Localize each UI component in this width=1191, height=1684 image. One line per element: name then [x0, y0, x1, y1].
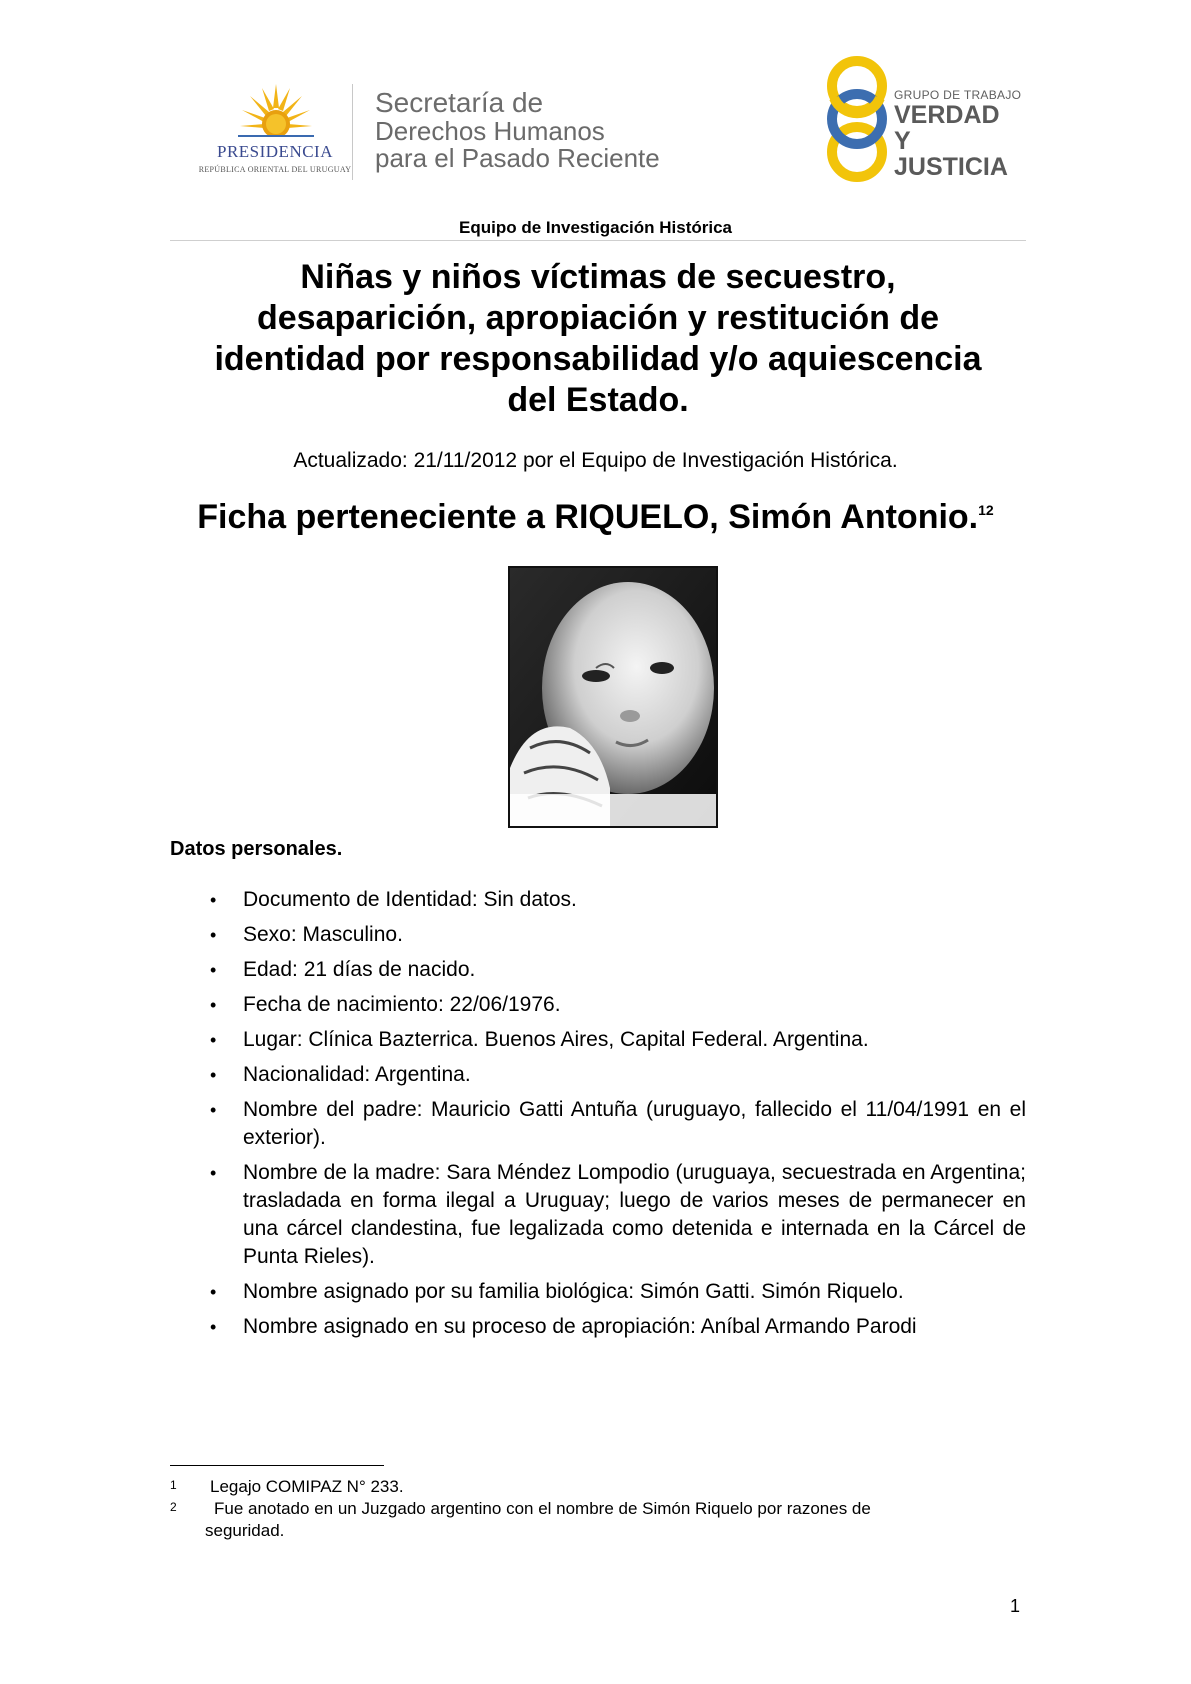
- list-item-text: Lugar: Clínica Bazterrica. Buenos Aires, Capital Federal. Argentina.: [243, 1028, 869, 1051]
- list-item: [170, 1159, 1026, 1271]
- list-item: [170, 956, 1026, 984]
- sun-emblem-icon: [238, 82, 314, 142]
- list-item: [170, 1096, 1026, 1152]
- list-item-text: Fecha de nacimiento: 22/06/1976.: [243, 993, 561, 1016]
- footnote-2: [170, 1498, 1026, 1542]
- list-item-text: Nombre de la madre: Sara Méndez Lompodio (uruguaya, secuestrada en Argentina; trasladada en forma ilegal a Uruguay; luego de varios meses de permanecer en una cárcel clandestina, fue legalizada como detenida e internada en la Cárcel de Punta Rieles).: [243, 1161, 1026, 1268]
- footnote-text-continued: seguridad.: [205, 1521, 285, 1540]
- page-number: 1: [1010, 1596, 1021, 1616]
- list-item-text: Edad: 21 días de nacido.: [243, 958, 476, 981]
- presidencia-subtitle: REPÚBLICA ORIENTAL DEL URUGUAY: [198, 165, 352, 174]
- presidencia-name: PRESIDENCIA: [216, 142, 333, 161]
- footnote-1: [170, 1476, 1026, 1498]
- title-line: desaparición, apropiación y restitución de: [256, 299, 940, 337]
- bullet-icon: •: [210, 1282, 217, 1302]
- bullet-icon: •: [210, 1163, 217, 1183]
- header-divider: [352, 84, 353, 180]
- list-item: [170, 886, 1026, 914]
- vj-justicia-label: JUSTICIA: [894, 153, 1008, 181]
- list-item: [170, 1313, 1026, 1341]
- bullet-icon: •: [210, 925, 217, 945]
- linked-rings-icon: [822, 56, 892, 182]
- title-line: Niñas y niños víctimas de secuestro,: [300, 258, 896, 296]
- team-heading: Equipo de Investigación Histórica: [459, 218, 732, 237]
- baby-photo: [508, 566, 718, 828]
- presidencia-logo: [198, 82, 352, 182]
- list-item-text: Nombre asignado por su familia biológica: Simón Gatti. Simón Riquelo.: [243, 1280, 904, 1303]
- footnote-number: 2: [170, 1500, 177, 1514]
- footnote-separator: [170, 1465, 384, 1466]
- secretaria-logo-text: [375, 88, 660, 172]
- list-item: [170, 1061, 1026, 1089]
- personal-data-heading: Datos personales.: [170, 838, 343, 860]
- ficha-title-text: Ficha perteneciente a RIQUELO, Simón Antonio.: [197, 498, 979, 536]
- list-item: [170, 1278, 1026, 1306]
- bullet-icon: •: [210, 960, 217, 980]
- list-item: [170, 1026, 1026, 1054]
- bullet-icon: •: [210, 995, 217, 1015]
- list-item-text: Documento de Identidad: Sin datos.: [243, 888, 577, 911]
- team-heading-rule: [170, 240, 1026, 241]
- vj-verdad-label: VERDAD Y: [894, 101, 1000, 155]
- bullet-icon: •: [210, 1065, 217, 1085]
- list-item: [170, 921, 1026, 949]
- ficha-title: [0, 498, 1191, 537]
- secretaria-line-1: Secretaría de: [375, 87, 544, 118]
- list-item-text: Nombre asignado en su proceso de apropiación: Aníbal Armando Parodi: [243, 1315, 917, 1338]
- bullet-icon: •: [210, 1100, 217, 1120]
- footnote-text: Fue anotado en un Juzgado argentino con el nombre de Simón Riquelo por razones de: [214, 1499, 871, 1518]
- footnote-text: Legajo COMIPAZ N° 233.: [210, 1477, 404, 1496]
- title-line: identidad por responsabilidad y/o aquiescencia: [214, 340, 982, 378]
- list-item: [170, 991, 1026, 1019]
- updated-note: Actualizado: 21/11/2012 por el Equipo de Investigación Histórica.: [293, 449, 898, 472]
- bullet-icon: •: [210, 1030, 217, 1050]
- secretaria-line-2: Derechos Humanos: [375, 116, 605, 146]
- vj-group-label: GRUPO DE TRABAJO: [894, 88, 1022, 102]
- list-item-text: Sexo: Masculino.: [243, 923, 403, 946]
- footnote-marks: 12: [978, 502, 994, 518]
- baby-photo-image: [510, 568, 716, 826]
- document-title: [170, 257, 1026, 421]
- list-item-text: Nacionalidad: Argentina.: [243, 1063, 471, 1086]
- bullet-icon: •: [210, 1317, 217, 1337]
- footnote-number: 1: [170, 1478, 177, 1492]
- secretaria-line-3: para el Pasado Reciente: [375, 143, 660, 173]
- bullet-icon: •: [210, 890, 217, 910]
- list-item-text: Nombre del padre: Mauricio Gatti Antuña (uruguayo, fallecido el 11/04/1991 en el exterior).: [243, 1098, 1026, 1149]
- personal-data-list: [170, 886, 1026, 1348]
- title-line: del Estado.: [507, 381, 689, 419]
- verdad-justicia-logo: [822, 56, 1022, 182]
